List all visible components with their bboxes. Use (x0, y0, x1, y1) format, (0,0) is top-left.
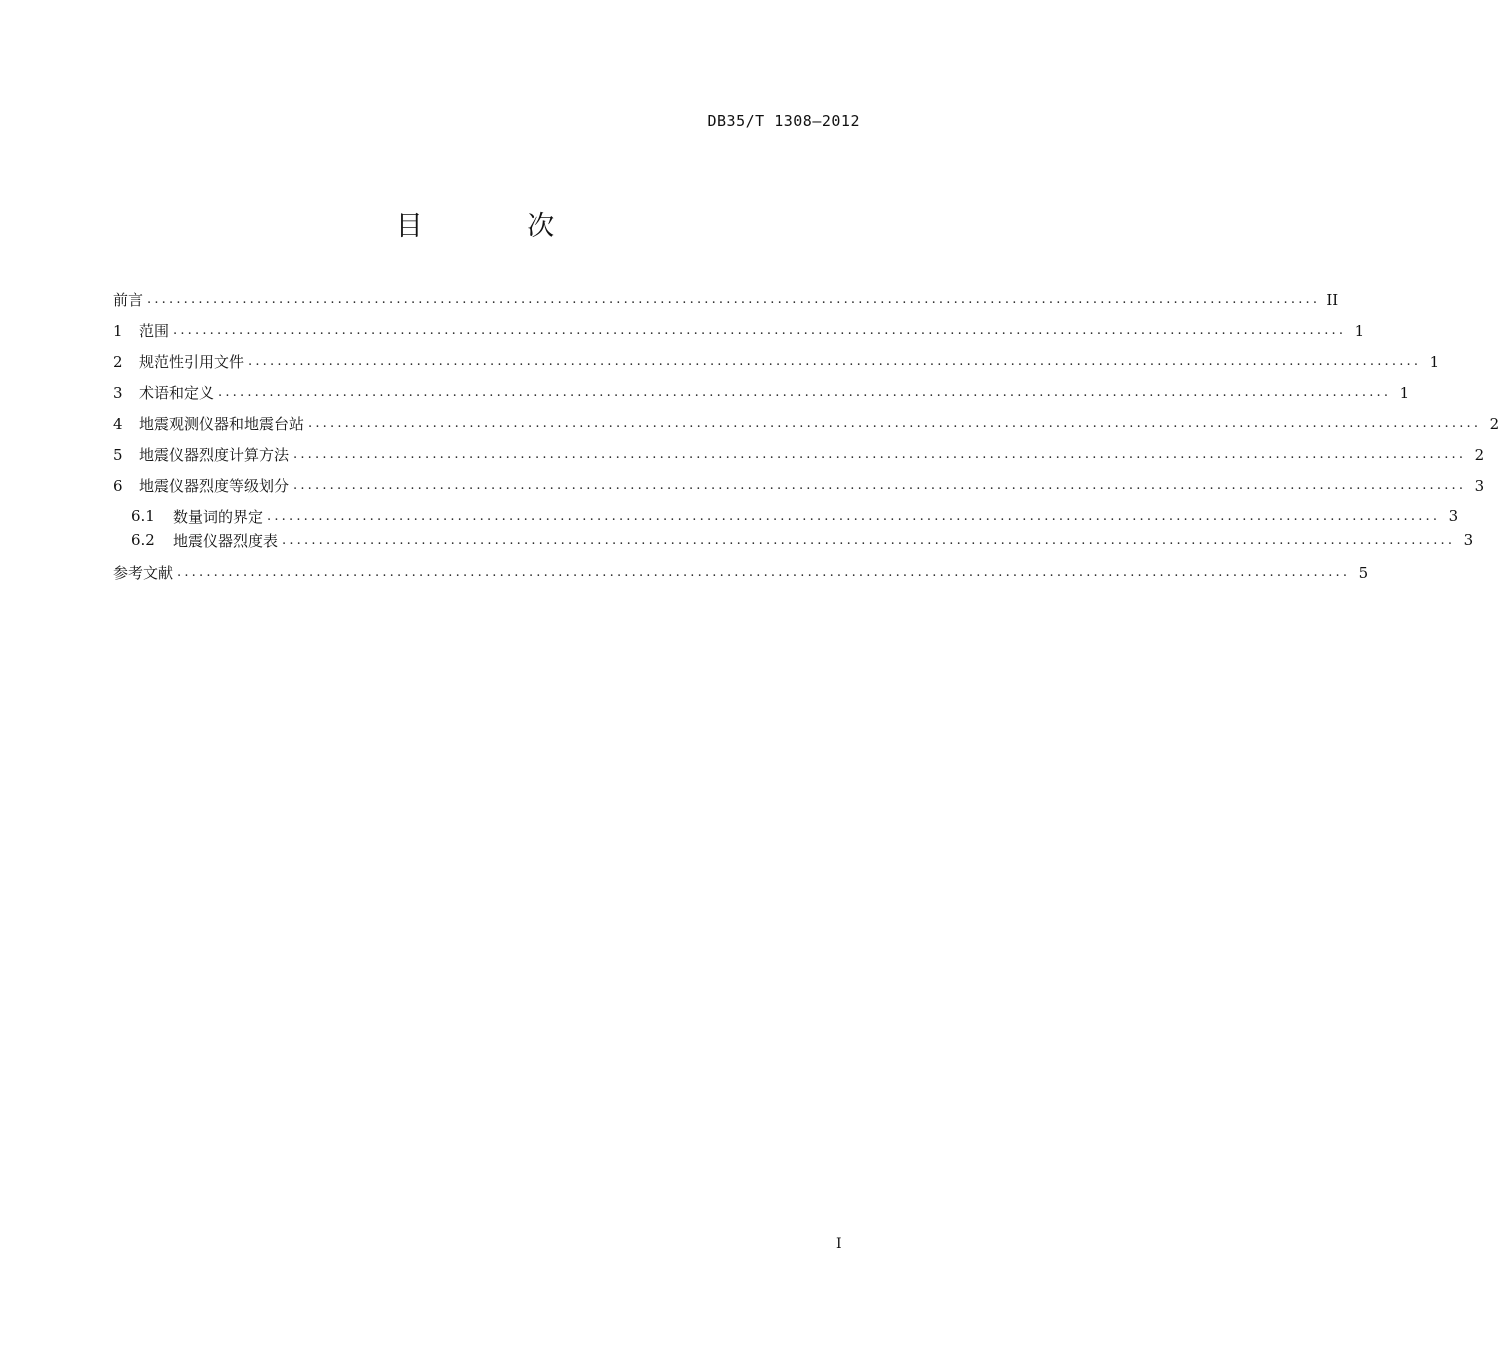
toc-entry-5[interactable] (113, 439, 1485, 470)
toc-entry-4[interactable] (113, 408, 1499, 439)
toc-entry-number: 1 (113, 322, 139, 340)
toc-entry-label: 规范性引用文件 (139, 351, 248, 372)
toc-entry-label: 地震仪器烈度等级划分 (139, 475, 293, 496)
toc-entry-page: 3 (1440, 507, 1458, 525)
toc-entry-page: 1 (1346, 322, 1364, 340)
toc-entry-number: 4 (113, 415, 139, 433)
page-number: I (836, 1236, 842, 1252)
table-of-contents (113, 284, 1499, 588)
toc-entry-label: 范围 (139, 320, 173, 341)
toc-entry-label: 地震仪器烈度表 (173, 530, 282, 551)
toc-entry-number: 3 (113, 384, 139, 402)
toc-entry-label: 前言 (113, 289, 147, 310)
toc-entry-1[interactable] (113, 315, 1365, 346)
page-title: 目 次 (395, 211, 603, 242)
toc-entry-label: 术语和定义 (139, 382, 218, 403)
toc-leader-dots: ................................................................................................................................................................ (218, 385, 1392, 400)
toc-entry-number: 2 (113, 353, 139, 371)
toc-entry-foreword[interactable] (113, 284, 1339, 315)
toc-entry-number: 5 (113, 446, 139, 464)
toc-leader-dots: ................................................................................................................................................................ (267, 508, 1441, 524)
toc-entry-6-2[interactable] (113, 528, 1474, 552)
toc-entry-2[interactable] (113, 346, 1440, 377)
toc-entry-page: 2 (1481, 415, 1499, 433)
toc-entry-number: 6 (113, 477, 139, 495)
toc-entry-page: 5 (1350, 564, 1368, 582)
toc-entry-number: 6.1 (131, 507, 173, 525)
toc-entry-6-1[interactable] (113, 504, 1459, 528)
toc-entry-label: 地震观测仪器和地震台站 (139, 413, 308, 434)
toc-entry-bibliography[interactable] (113, 557, 1369, 588)
toc-entry-number: 6.2 (131, 531, 173, 549)
toc-leader-dots: ................................................................................................................................................................ (147, 292, 1321, 307)
toc-leader-dots: ................................................................................................................................................................ (282, 532, 1456, 548)
toc-entry-page: II (1320, 291, 1338, 309)
toc-entry-label: 数量词的界定 (173, 506, 267, 527)
toc-leader-dots: ................................................................................................................................................................ (248, 354, 1422, 369)
toc-entry-3[interactable] (113, 377, 1410, 408)
toc-leader-dots: ................................................................................................................................................................ (308, 416, 1482, 431)
toc-entry-page: 3 (1455, 531, 1473, 549)
toc-entry-page: 3 (1466, 477, 1484, 495)
toc-leader-dots: ................................................................................................................................................................ (177, 565, 1351, 580)
toc-leader-dots: ................................................................................................................................................................ (173, 323, 1347, 338)
standard-code: DB35/T 1308—2012 (707, 112, 860, 130)
toc-entry-label: 参考文献 (113, 562, 177, 583)
toc-leader-dots: ................................................................................................................................................................ (293, 478, 1467, 493)
toc-entry-6[interactable] (113, 470, 1485, 501)
toc-entry-page: 2 (1466, 446, 1484, 464)
toc-leader-dots: ................................................................................................................................................................ (293, 447, 1467, 462)
toc-entry-page: 1 (1391, 384, 1409, 402)
toc-entry-label: 地震仪器烈度计算方法 (139, 444, 293, 465)
toc-entry-page: 1 (1421, 353, 1439, 371)
